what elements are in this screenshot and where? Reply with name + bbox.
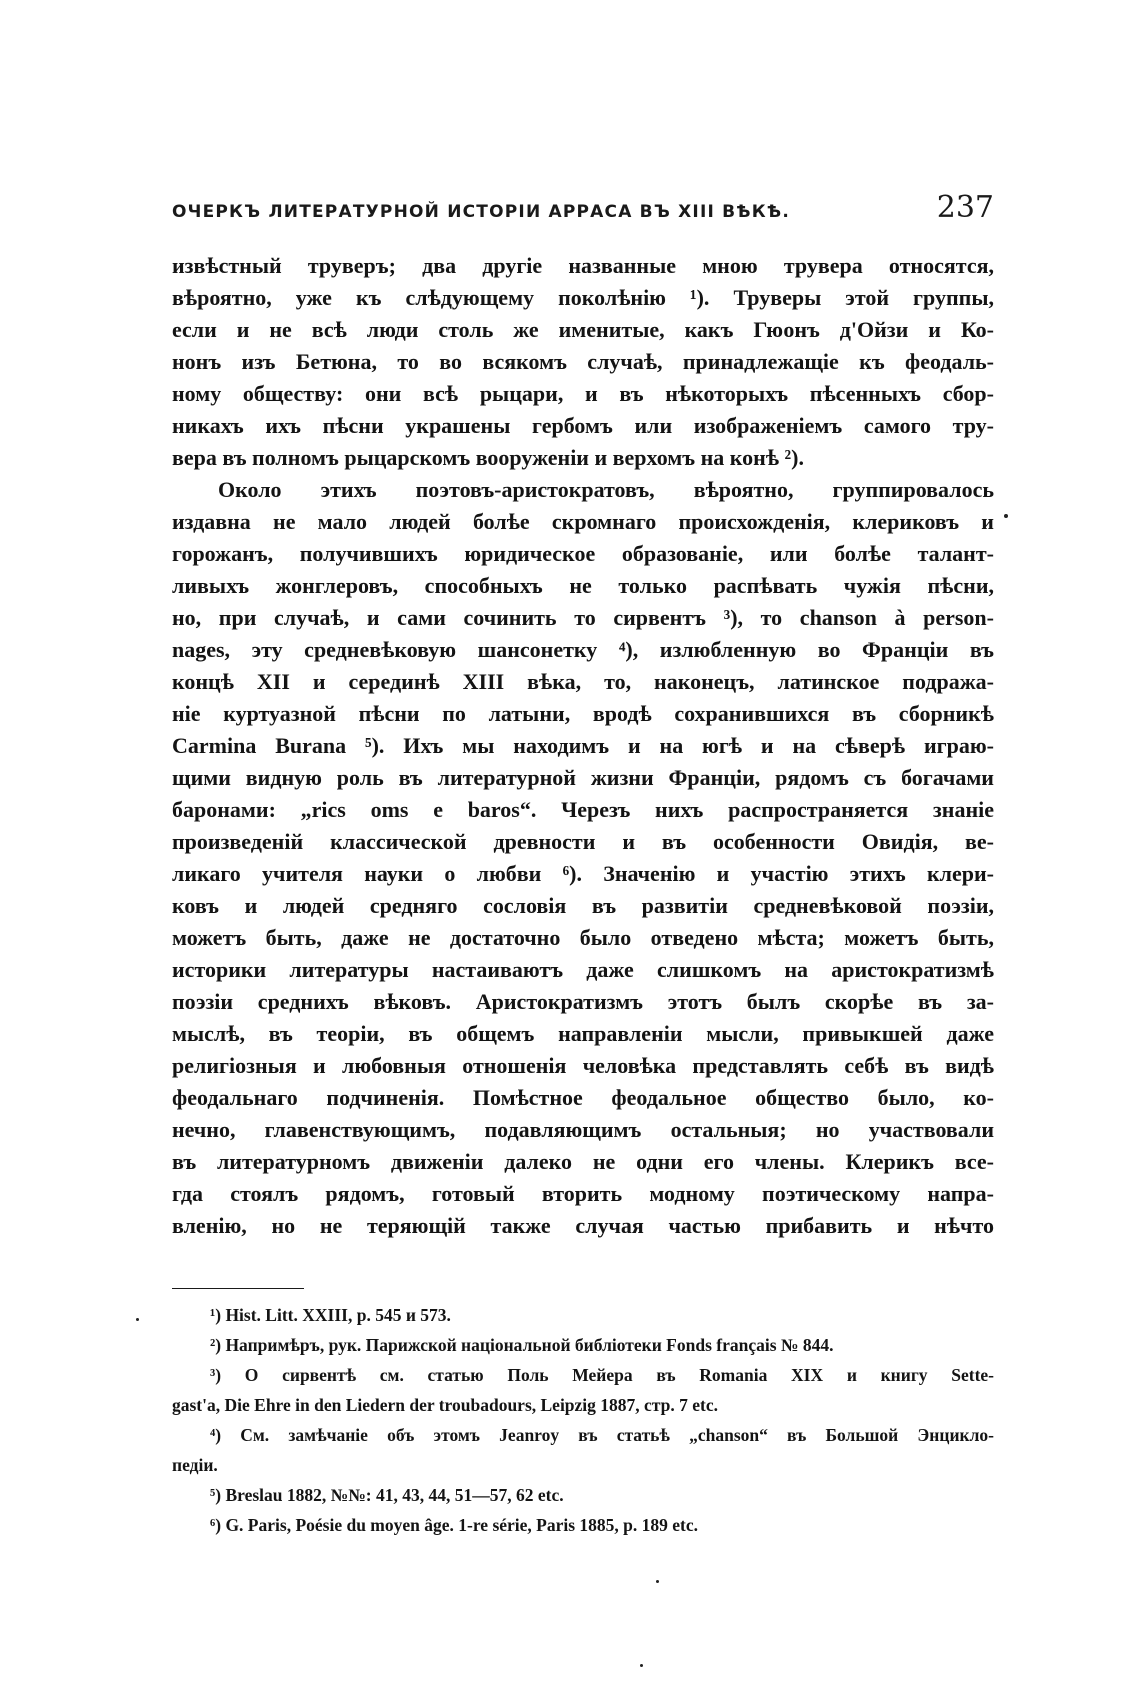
footnote-1: ¹) Hist. Litt. XXIII, p. 545 и 573. <box>210 1305 451 1325</box>
text-line: концѣ XII и серединѣ XIII вѣка, то, наконецъ, латинское подража- <box>172 669 994 694</box>
footnote-4: ⁴) См. замѣчаніе объ этомъ Jeanroy въ статьѣ „chanson“ въ Большой Энцикло- <box>210 1425 994 1445</box>
footnote-3: ³) О сирвентѣ см. статью Поль Мейера въ Romania XIX и книгу Sette- <box>210 1365 994 1385</box>
text-line: феодальнаго подчиненія. Помѣстное феодальное общество было, ко- <box>172 1085 994 1110</box>
ink-speck <box>656 1580 659 1583</box>
text-line: ному обществу: они всѣ рыцари, и въ нѣкоторыхъ пѣсенныхъ сбор- <box>172 381 994 406</box>
page-number: 237 <box>936 190 994 225</box>
text-line: горожанъ, получившихъ юридическое образованіе, или болѣе талант- <box>172 541 994 566</box>
running-title: ОЧЕРКЪ ЛИТЕРАТУРНОЙ ИСТОРІИ АРРАСА ВЪ XIII ВѢКѢ. <box>172 202 791 222</box>
footnote-4-continued: педіи. <box>172 1455 218 1475</box>
text-line: поэзіи среднихъ вѣковъ. Аристократизмъ этотъ былъ скорѣе въ за- <box>172 989 994 1014</box>
text-line: религіозныя и любовныя отношенія человѣка представлять себѣ въ видѣ <box>172 1053 994 1078</box>
text-line: ливыхъ жонглеровъ, способныхъ не только распѣвать чужія пѣсни, <box>172 573 994 598</box>
text-line: Carmina Burana ⁵). Ихъ мы находимъ и на югѣ и на сѣверѣ играю- <box>172 733 994 758</box>
text-line: вера въ полномъ рыцарскомъ вооруженіи и верхомъ на конѣ ²). <box>172 445 804 470</box>
text-line: ковъ и людей средняго сословія въ развитіи средневѣковой поэзіи, <box>172 893 994 918</box>
text-line: ніе куртуазной пѣсни по латыни, вродѣ сохранившихся въ сборникѣ <box>172 701 994 726</box>
text-line: нечно, главенствующимъ, подавляющимъ остальныя; но участвовали <box>172 1117 994 1142</box>
footnote-separator <box>172 1288 304 1289</box>
text-line: никахъ ихъ пѣсни украшены гербомъ или изображеніемъ самого тру- <box>172 413 994 438</box>
page-header <box>172 190 994 225</box>
text-line: произведеній классической древности и въ особенности Овидія, ве- <box>172 829 994 854</box>
text-line: nages, эту средневѣковую шансонетку ⁴), излюбленную во Франціи въ <box>172 637 994 662</box>
text-line: ликаго учителя науки о любви ⁶). Значенію и участію этихъ клери- <box>172 861 994 886</box>
footnote-2: ²) Напримѣръ, рук. Парижской національной библіотеки Fonds français № 844. <box>210 1335 834 1355</box>
ink-speck <box>640 1664 643 1667</box>
text-line: историки литературы настаиваютъ даже слишкомъ на аристократизмѣ <box>172 957 994 982</box>
text-line: издавна не мало людей болѣе скромнаго происхожденія, клериковъ и <box>172 509 994 534</box>
ink-speck <box>1004 514 1008 518</box>
footnotes <box>172 1300 994 1540</box>
text-line: щими видную роль въ литературной жизни Франціи, рядомъ съ богачами <box>172 765 994 790</box>
text-line: можетъ быть, даже не достаточно было отведено мѣста; можетъ быть, <box>172 925 994 950</box>
text-line: гда стоялъ рядомъ, готовый вторить модному поэтическому напра- <box>172 1181 994 1206</box>
text-line: вленію, но не теряющій также случая частью прибавить и нѣчто <box>172 1213 994 1238</box>
text-line: нонъ изъ Бетюна, то во всякомъ случаѣ, принадлежащіе къ феодаль- <box>172 349 994 374</box>
text-line: но, при случаѣ, и сами сочинить то сирвентъ ³), то chanson à person- <box>172 605 994 630</box>
text-line: баронами: „rics oms e baros“. Черезъ нихъ распространяется знаніе <box>172 797 994 822</box>
text-line: вѣроятно, уже къ слѣдующему поколѣнію ¹). Труверы этой группы, <box>172 285 994 310</box>
ink-speck <box>136 1318 139 1321</box>
text-line: если и не всѣ люди столь же именитые, какъ Гюонъ д'Ойзи и Ко- <box>172 317 994 342</box>
footnote-5: ⁵) Breslau 1882, №№: 41, 43, 44, 51—57, 62 etc. <box>210 1485 564 1505</box>
footnote-6: ⁶) G. Paris, Poésie du moyen âge. 1-re série, Paris 1885, p. 189 etc. <box>210 1515 699 1535</box>
text-line: въ литературномъ движеніи далеко не одни его члены. Клерикъ все- <box>172 1149 994 1174</box>
body-text <box>172 250 994 1242</box>
text-line: Около этихъ поэтовъ-аристократовъ, вѣроятно, группировалось <box>218 477 994 502</box>
text-line: извѣстный труверъ; два другіе названные мною трувера относятся, <box>172 253 994 278</box>
footnote-3-continued: gast'a, Die Ehre in den Liedern der troubadours, Leipzig 1887, стр. 7 etc. <box>172 1395 718 1415</box>
text-line: мыслѣ, въ теоріи, въ общемъ направленіи мысли, привыкшей даже <box>172 1021 994 1046</box>
